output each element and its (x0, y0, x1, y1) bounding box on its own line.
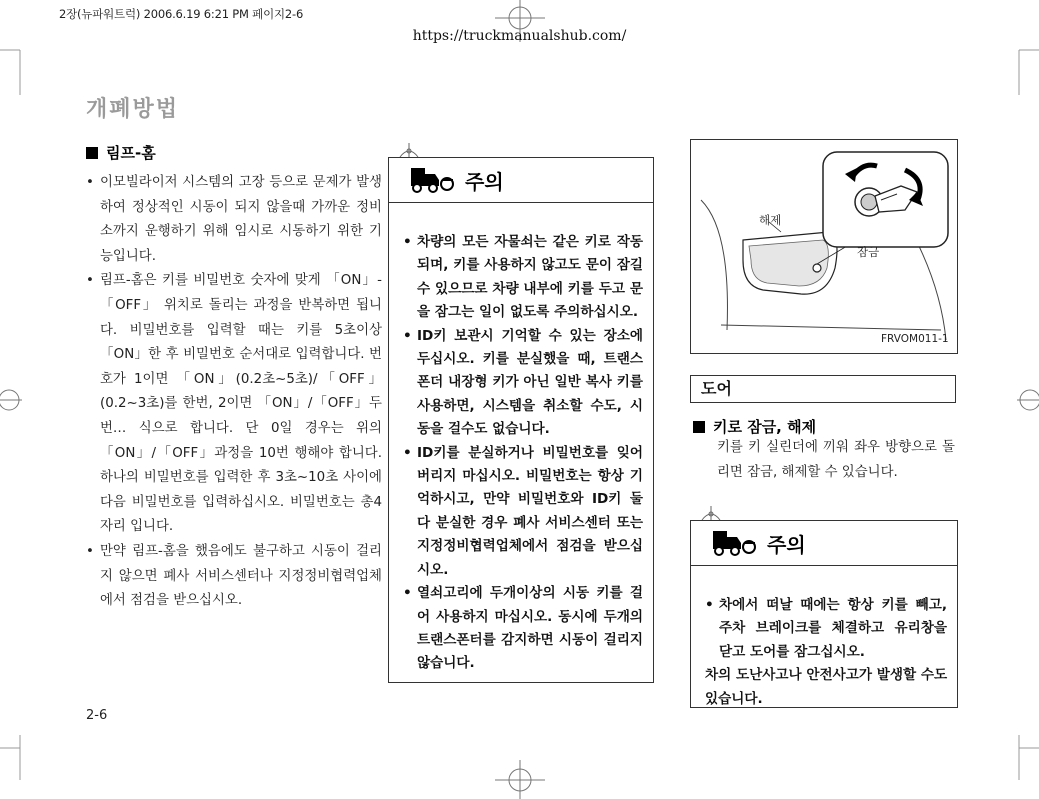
list-item: • ID키 보관시 기억할 수 있는 장소에 두십시오. 키를 분실했을 때, 트랜스폰더 내장형 키가 아닌 일반 복사 키를 사용하면, 시스템을 취소할 수도, 시동을 걸수도 없습니다. (403, 325, 643, 442)
door-heading: 도어 (690, 375, 956, 403)
door-body-text: 키를 키 실린더에 끼워 좌우 방향으로 돌리면 잠금, 해제할 수 있습니다. (717, 440, 955, 480)
door-sub-heading: 키로 잠금, 해제 (693, 416, 816, 437)
limp-home-heading: 림프-홈 (86, 142, 382, 163)
square-bullet-icon (693, 421, 705, 433)
caution-title: 주의 (465, 169, 504, 194)
caution-ornament-icon (696, 505, 726, 521)
square-bullet-icon (86, 147, 98, 159)
page-number: 2-6 (86, 708, 108, 723)
label-unlock: 해제 (759, 213, 782, 227)
caution-truck-icon (409, 166, 457, 194)
list-item: • 차에서 떠날 때에는 항상 키를 빼고, 주차 브레이크를 체결하고 유리창을 닫고 도어를 잠그십시오. (705, 594, 947, 664)
list-item: • 림프-홈은 키를 비밀번호 숫자에 맞게 「ON」-「OFF」 위치로 돌리는 과정을 반복하면 됩니다. 비밀번호를 입력할 때는 키를 5초이상 「ON」한 후 비밀번호 순서대로 입력합니다. 번호가 1이면 「ON」(0.2초~5초)/「OFF」(0.2~3초)를 한번, 2이면 「ON」/「OFF」두번… 식으로 합니다. 단 0일 경우는 위의 「ON」/「OFF」과정을 10번 행해야 합니다. 하나의 비밀번호를 입력한 후 3초~10초 사이에 다음 비밀번호를 입력하십시오. 비밀번호는 총4자리 입니다. (86, 269, 382, 540)
list-item: • ID키를 분실하거나 비밀번호를 잊어버리지 마십시오. 비밀번호는 항상 기억하시고, 만약 비밀번호와 ID키 둘 다 분실한 경우 폐사 서비스센터 또는 지정정비협력업체에서 점검을 받으십시오. (403, 442, 643, 582)
door-lock-illustration (690, 139, 958, 354)
caution-box-keys (388, 157, 654, 683)
limp-home-list (86, 171, 382, 614)
list-item: • 열쇠고리에 두개이상의 시동 키를 걸어 사용하지 마십시오. 동시에 두개의 트랜스폰터를 감지하면 시동이 걸리지 않습니다. (403, 582, 643, 676)
print-header: 2장(뉴파워트럭) 2006.6.19 6:21 PM 페이지2-6 (59, 7, 304, 21)
limp-home-section (86, 142, 382, 614)
door-handle-drawing (691, 140, 957, 353)
caution-title: 주의 (767, 532, 806, 557)
caution-header (691, 521, 957, 566)
caution-continuation: 차의 도난사고나 안전사고가 발생할 수도 있습니다. (705, 667, 948, 707)
source-url[interactable]: https://truckmanualshub.com/ (412, 28, 627, 44)
list-item: • 만약 림프-홈을 했음에도 불구하고 시동이 걸리지 않으면 폐사 서비스센터나 지정정비협력업체에서 점검을 받으십시오. (86, 540, 382, 614)
caution-list (389, 203, 653, 676)
section-title: 개폐방법 (86, 97, 180, 122)
caution-truck-icon (711, 529, 759, 557)
figure-code: FRVOM011-1 (881, 333, 949, 345)
list-item: • 이모빌라이저 시스템의 고장 등으로 문제가 발생하여 정상적인 시동이 되지 않을때 가까운 정비소까지 운행하기 위해 임시로 시동하기 위한 기능입니다. (86, 171, 382, 269)
caution-ornament-icon (394, 142, 424, 158)
list-item: • 차량의 모든 자물쇠는 같은 키로 작동되며, 키를 사용하지 않고도 문이 잠길 수 있으므로 차량 내부에 키를 두고 문을 잠그는 일이 없도록 주의하십시오. (403, 231, 643, 325)
label-lock: 잠금 (857, 245, 880, 259)
caution-header (389, 158, 653, 203)
caution-box-parking (690, 520, 958, 708)
caution-list (691, 566, 957, 664)
